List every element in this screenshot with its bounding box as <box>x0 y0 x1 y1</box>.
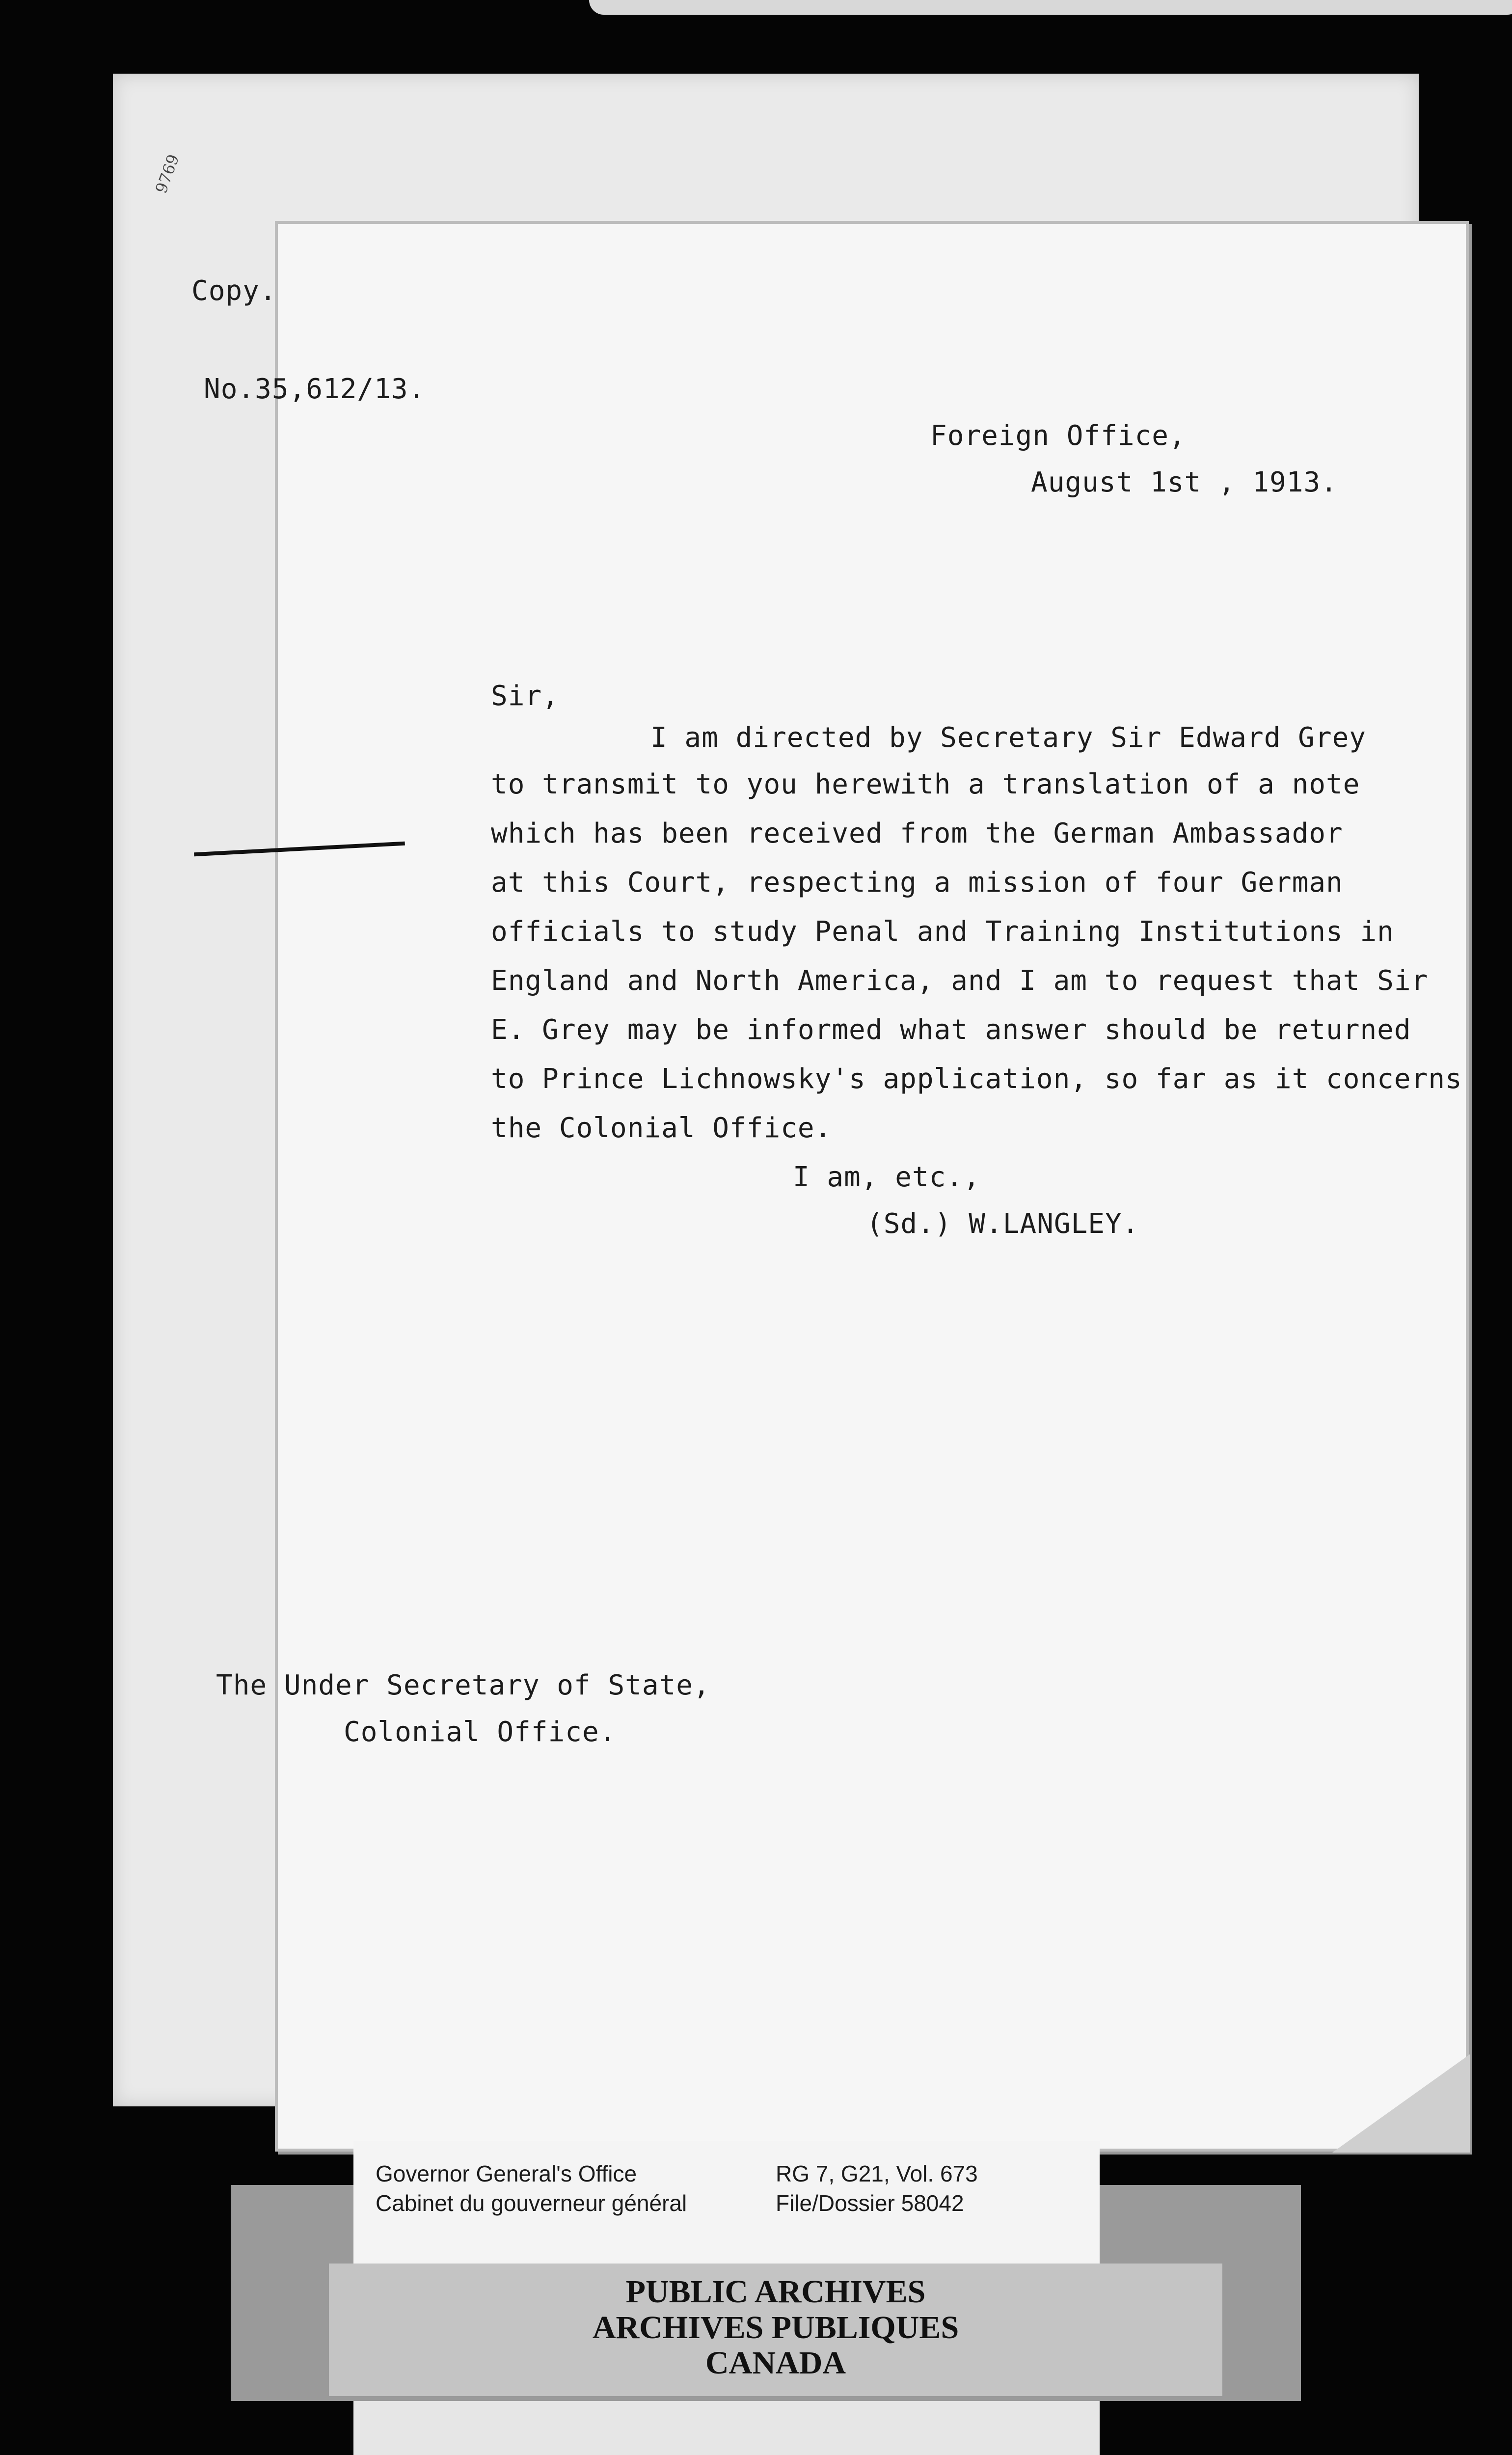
pencil-margin-note: 9769 <box>151 152 183 196</box>
body-line: officials to study Penal and Training Institutions in <box>491 916 1394 948</box>
office-fr: Cabinet du gouverneur général <box>376 2190 687 2216</box>
stamp-line: CANADA <box>705 2345 846 2381</box>
signature: (Sd.) W.LANGLEY. <box>866 1208 1139 1240</box>
top-edge-strip <box>589 0 1512 15</box>
sender-office: Foreign Office, <box>930 420 1186 452</box>
body-line: which has been received from the German Ambassador <box>491 818 1343 849</box>
copy-label: Copy. <box>191 275 277 307</box>
stamp-line: ARCHIVES PUBLIQUES <box>592 2310 959 2346</box>
archive-stamp <box>329 2264 1222 2396</box>
body-line: I am directed by Secretary Sir Edward Grey <box>650 722 1367 754</box>
bottom-tab <box>353 2401 1100 2455</box>
salutation: Sir, <box>491 680 559 712</box>
reference-number: No.35,612/13. <box>204 373 426 405</box>
body-line: England and North America, and I am to request that Sir <box>491 965 1429 997</box>
stamp-line: PUBLIC ARCHIVES <box>625 2274 926 2310</box>
body-line: to Prince Lichnowsky's application, so far as it concerns <box>491 1063 1462 1095</box>
folded-corner <box>1332 2054 1470 2153</box>
letter-date: August 1st , 1913. <box>1031 466 1338 498</box>
office-en: Governor General's Office <box>376 2161 637 2186</box>
body-line: the Colonial Office. <box>491 1112 832 1144</box>
file-number: File/Dossier 58042 <box>776 2190 964 2216</box>
body-line: E. Grey may be informed what answer should be returned <box>491 1014 1411 1046</box>
body-line: at this Court, respecting a mission of four German <box>491 867 1343 899</box>
body-line: to transmit to you herewith a translation of a note <box>491 768 1360 800</box>
archive-label-card <box>353 2141 1100 2264</box>
addressee-line: Colonial Office. <box>344 1716 617 1748</box>
record-group: RG 7, G21, Vol. 673 <box>776 2161 978 2186</box>
closing: I am, etc., <box>793 1161 980 1193</box>
addressee-line: The Under Secretary of State, <box>216 1669 710 1701</box>
